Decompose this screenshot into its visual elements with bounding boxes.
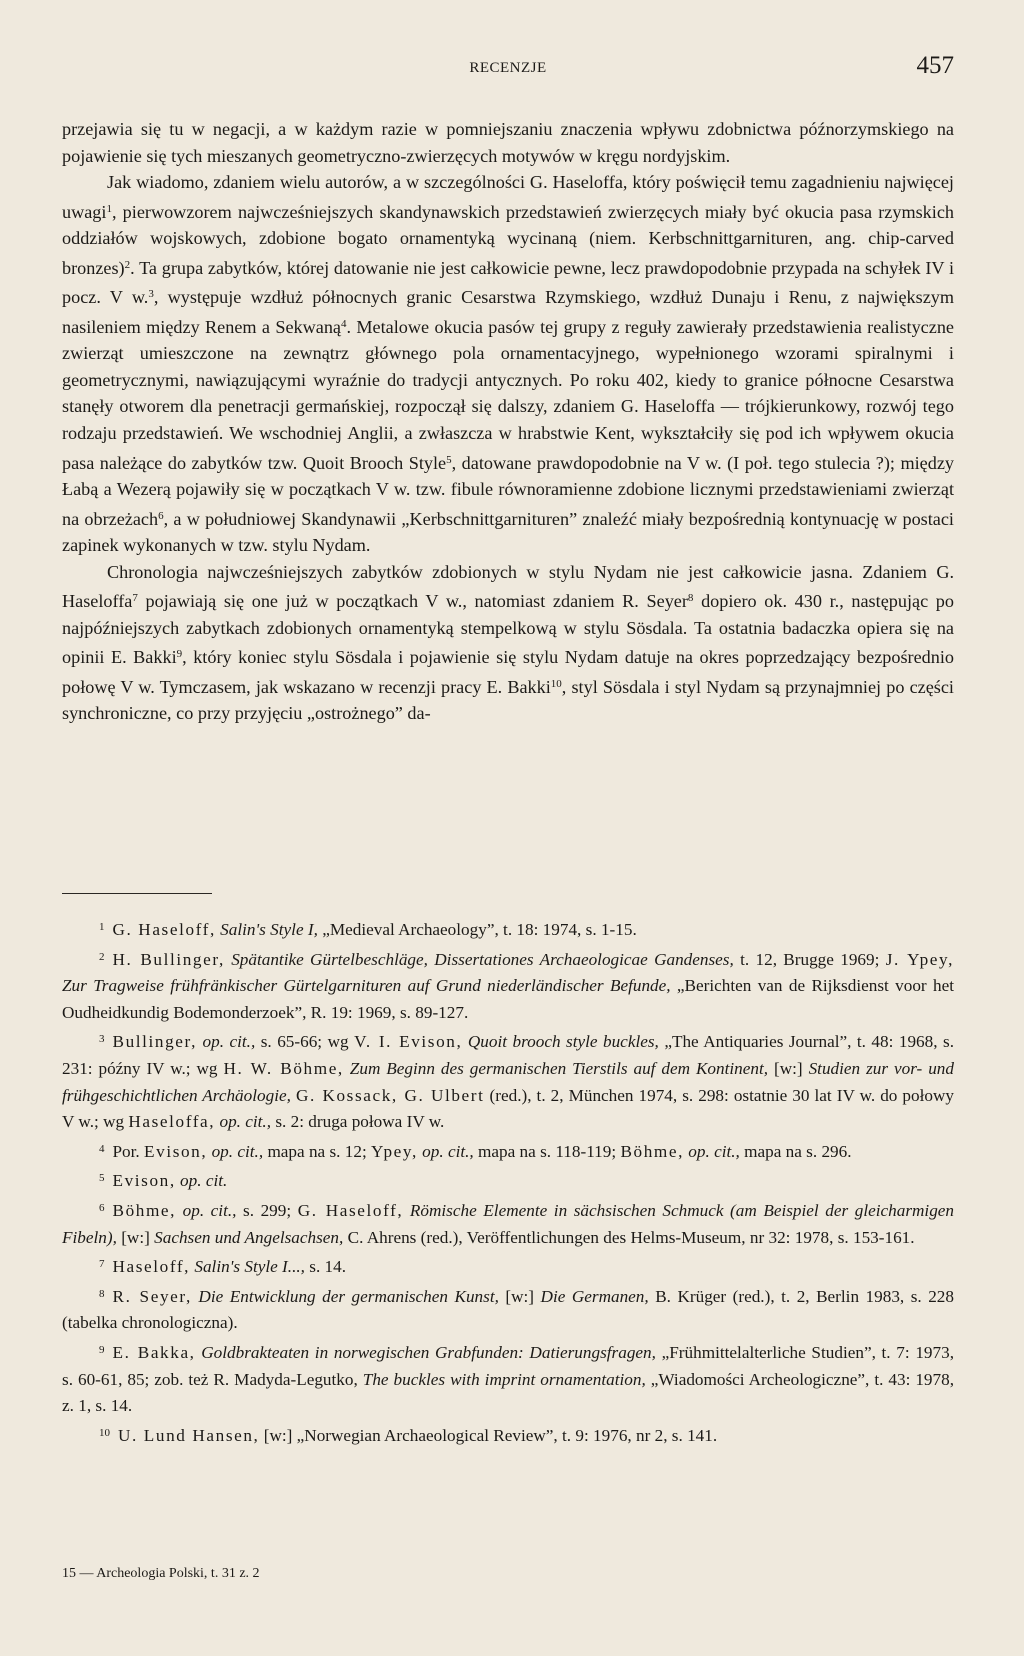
footnote-ref-1[interactable]: 1: [106, 202, 112, 215]
footnote-7: $^7$ Haseloff, Salin's Style I..., s. 14.: [99, 1257, 347, 1277]
footnotes-section: [62, 914, 954, 1449]
main-text: [62, 116, 954, 727]
footnote-4: $^4$ Por. Evison, op. cit., mapa na s. 12; Ypey, op. cit., mapa na s. 118-119; Böhme, op. cit., mapa na s. 296.: [99, 1141, 852, 1161]
footnote-ref-3[interactable]: 3: [148, 288, 154, 301]
running-head: RECENZJE: [469, 60, 547, 76]
paragraph-1: przejawia się tu w negacji, a w każdym razie w pomniejszaniu znaczenia wpływu zdobnictwa późnorzymskiego na pojawienie się tych mieszanych geometryczno-zwierzęcych motywów w kręgu nordyjskim.: [62, 119, 954, 166]
footnote-3: $^3$ Bullinger, op. cit., s. 65-66; wg V. I. Evison, Quoit brooch style buckles, „The Antiquaries Journal”, t. 48: 1968, s. 231: późny IV w.; wg H. W. Böhme, Zum Beginn des germanischen Tierstils auf dem Kontinent, [w:] Studien zur vor- und frühgeschichtlichen Archäologie, G. Kossack, G. Ulbert (red.), t. 2, München 1974, s. 298: ostatnie 30 lat IV w. do połowy V w.; wg Haseloffa, op. cit., s. 2: druga połowa IV w.: [62, 1032, 955, 1132]
footnote-5: $^5$ Evison, op. cit.: [99, 1171, 228, 1191]
page-number: 457: [916, 52, 954, 79]
footnote-ref-7[interactable]: 7: [132, 592, 138, 605]
page-header: [62, 50, 954, 90]
paragraph-3: Chronologia najwcześniejszych zabytków zdobionych w stylu Nydam nie jest całkowicie jasna. Zdaniem G. Haseloffa$^7$ pojawiają się one już w początkach V w., natomiast zdaniem R. Seyer$^8$ dopiero ok. 430 r., następując po najpóźniejszych zabytkach zdobionych ornamentyką stempelkową w stylu Sösdala. Ta ostatnia badaczka opiera się na opinii E. Bakki$^9$, który koniec stylu Sösdala i pojawienie się stylu Nydam datuje na okres poprzedzający bezpośrednio połowę V w. Tymczasem, jak wskazano w recenzji pracy E. Bakki$^{10}$, styl Sösdala i styl Nydam są przynajmniej po części synchroniczne, co przy przyjęciu „ostrożnego” da-: [62, 561, 954, 724]
footnote-ref-6[interactable]: 6: [158, 509, 164, 522]
footnote-ref-5[interactable]: 5: [446, 453, 452, 466]
footnote-ref-2[interactable]: 2: [124, 258, 131, 271]
footnote-8: $^8$ R. Seyer, Die Entwicklung der germanischen Kunst, [w:] Die Germanen, B. Krüger (red.), t. 2, Berlin 1983, s. 228 (tabelka chronologiczna).: [62, 1286, 954, 1333]
footnote-6: $^6$ Böhme, op. cit., s. 299; G. Haseloff, Römische Elemente in sächsischen Schmuck (am Beispiel der gleicharmigen Fibeln), [w:] Sachsen und Angelsachsen, C. Ahrens (red.), Veröffentlichungen des Helms-Museum, nr 32: 1978, s. 153-161.: [62, 1200, 955, 1247]
footnote-9: $^9$ E. Bakka, Goldbrakteaten in norwegischen Grabfunden: Datierungsfragen, „Frühmittelalterliche Studien”, t. 7: 1973, s. 60-61, 85; zob. też R. Madyda-Legutko, The buckles with imprint ornamentation, „Wiadomości Archeologiczne”, t. 43: 1978, z. 1, s. 14.: [62, 1342, 954, 1416]
footnote-10: $^{10}$ U. Lund Hansen, [w:] „Norwegian Archaeological Review”, t. 9: 1976, nr 2, s. 141.: [99, 1425, 718, 1445]
paragraph-2: Jak wiadomo, zdaniem wielu autorów, a w szczególności G. Haseloffa, który poświęcił temu zagadnieniu najwięcej uwagi$^1$, pierwowzorem najwcześniejszych skandynawskich przedstawień zwierzęcych miały być okucia pasa rzymskich oddziałów wojskowych, zdobione bogato ornamentyką wycinaną (niem. Kerbschnittgarnituren, ang. chip-carved bronzes)$^2$. Ta grupa zabytków, której datowanie nie jest całkowicie pewne, lecz prawdopodobnie przypada na schyłek IV i pocz. V w.$^3$, występuje wzdłuż północnych granic Cesarstwa Rzymskiego, wzdłuż Dunaju i Renu, z największym nasileniem między Renem a Sekwaną$^4$. Metalowe okucia pasów tej grupy z reguły zawierały przedstawienia realistyczne zwierząt umieszczone na zewnątrz głównego pola ornamentacyjnego, wypełnionego wzorami spiralnymi i geometrycznymi, nawiązującymi wyraźnie do tradycji antycznych. Po roku 402, kiedy to granice północne Cesarstwa stanęły otworem dla penetracji germańskiej, rozpoczął się dalszy, zdaniem G. Haseloffa — trójkierunkowy, rozwój tego rodzaju przedstawień. We wschodniej Anglii, a zwłaszcza w hrabstwie Kent, wykształciły się pod ich wpływem okucia pasa należące do zabytków tzw. Quoit Brooch Style$^5$, datowane prawdopodobnie na V w. (I poł. tego stulecia ?); między Łabą a Wezerą pojawiły się w początkach V w. tzw. fibule równoramienne zdobione licznymi przedstawieniami zwierząt na obrzeżach$^6$, a w południowej Skandynawii „Kerbschnittgarnituren” znaleźć miały bezpośrednią kontynuację w postaci zapinek wykonanych w tzw. stylu Nydam.: [62, 172, 955, 556]
footnote-1: $^1$ G. Haseloff, Salin's Style I, „Medieval Archaeology”, t. 18: 1974, s. 1-15.: [99, 920, 637, 939]
footnote-ref-9[interactable]: 9: [176, 648, 183, 661]
footnote-ref-10[interactable]: 10: [550, 677, 562, 690]
footnote-ref-8[interactable]: 8: [687, 592, 694, 605]
page-signature: 15 — Archeologia Polski, t. 31 z. 2: [62, 1566, 260, 1581]
footnote-2: $^2$ H. Bullinger, Spätantike Gürtelbeschläge, Dissertationes Archaeologicae Gandenses, t. 12, Brugge 1969; J. Ypey, Zur Tragweise frühfränkischer Gürtelgarnituren auf Grund niederländischer Befunde, „Berichten van de Rijksdienst voor het Oudheidkundig Bodemonderzoek”, R. 19: 1969, s. 89-127.: [62, 949, 954, 1022]
footnote-ref-4[interactable]: 4: [340, 317, 347, 330]
footnote-divider: [62, 893, 212, 894]
